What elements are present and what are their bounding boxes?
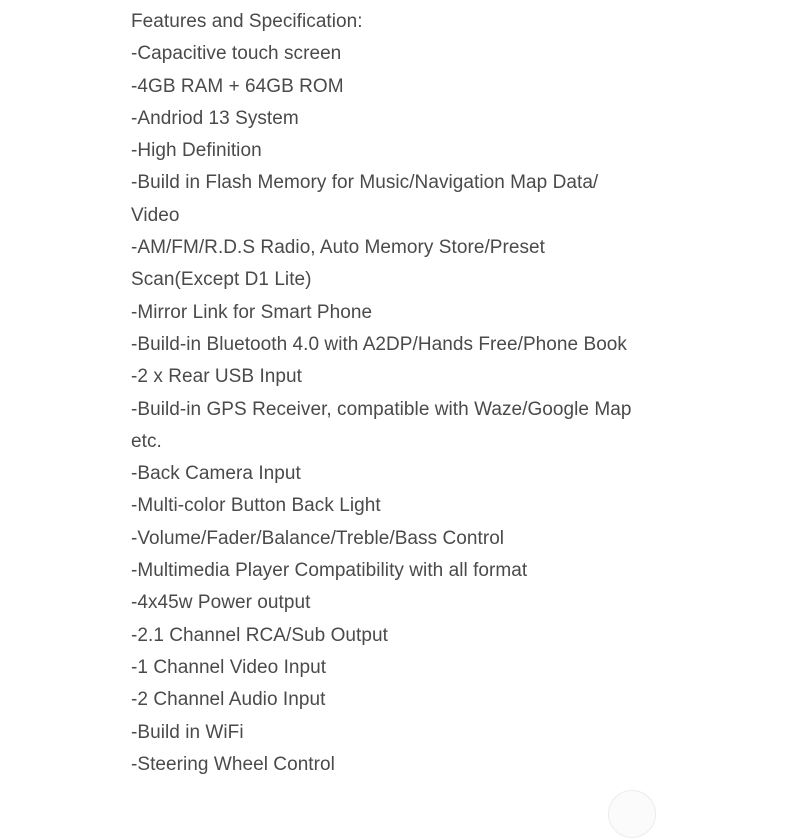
spec-line-back-light: -Multi-color Button Back Light	[131, 495, 381, 517]
spec-line-flash-memory-cont: Video	[131, 204, 180, 226]
spec-line-audio-input: -2 Channel Audio Input	[131, 689, 326, 711]
corner-circle-mark	[608, 790, 656, 838]
spec-line-definition: -High Definition	[131, 140, 262, 162]
spec-line-power-output: -4x45w Power output	[131, 592, 311, 614]
spec-line-mirror-link: -Mirror Link for Smart Phone	[131, 301, 373, 323]
spec-line-rca-output: -2.1 Channel RCA/Sub Output	[131, 624, 388, 646]
spec-line-bluetooth: -Build-in Bluetooth 4.0 with A2DP/Hands Free/Phone Book	[131, 333, 627, 355]
spec-line-audio-control: -Volume/Fader/Balance/Treble/Bass Control	[131, 527, 505, 549]
spec-line-back-camera: -Back Camera Input	[131, 463, 301, 485]
spec-line-radio: -AM/FM/R.D.S Radio, Auto Memory Store/Preset	[131, 237, 545, 259]
spec-line-wifi: -Build in WiFi	[131, 721, 244, 743]
spec-heading: Features and Specification:	[131, 11, 363, 32]
spec-line-usb: -2 x Rear USB Input	[131, 366, 302, 388]
spec-line-flash-memory: -Build in Flash Memory for Music/Navigation Map Data/	[131, 172, 599, 194]
spec-line-gps: -Build-in GPS Receiver, compatible with Waze/Google Map	[131, 398, 632, 420]
spec-line-memory: -4GB RAM + 64GB ROM	[131, 75, 344, 97]
spec-line-system: -Andriod 13 System	[131, 107, 299, 129]
spec-line-touch-screen: -Capacitive touch screen	[131, 43, 342, 65]
specification-list	[131, 6, 691, 781]
spec-line-steering-wheel: -Steering Wheel Control	[131, 753, 335, 775]
spec-line-video-input: -1 Channel Video Input	[131, 656, 327, 678]
spec-line-gps-cont: etc.	[131, 430, 162, 452]
spec-line-multimedia: -Multimedia Player Compatibility with all format	[131, 560, 528, 582]
spec-line-radio-cont: Scan(Except D1 Lite)	[131, 269, 312, 291]
